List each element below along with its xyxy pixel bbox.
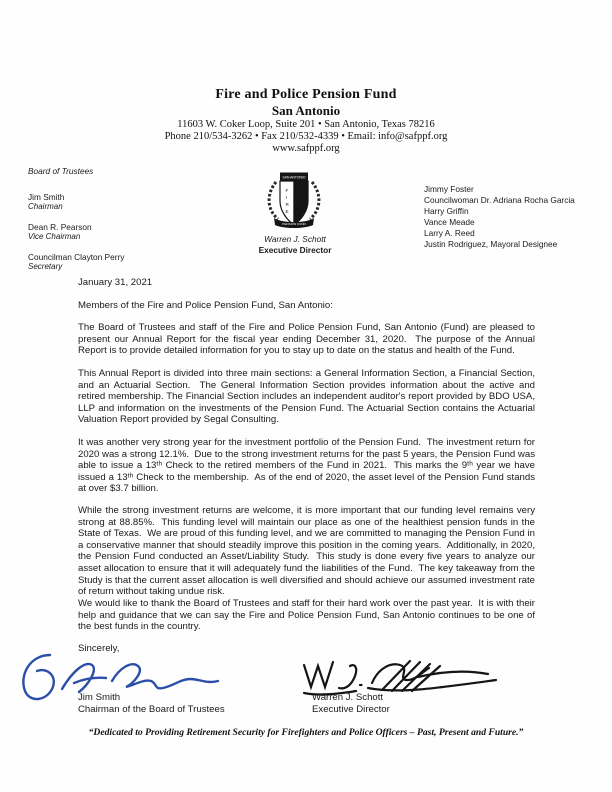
body-paragraph: We would like to thank the Board of Trustees and staff for their hard work over the past year. It is with their help and guidance that we can say the Fire and Police Pension Fund, San Antonio continues to be one of the best funds in the country. [78,598,538,633]
salutation: Members of the Fire and Police Pension Fund, San Antonio: [78,300,333,311]
org-name: Fire and Police Pension Fund [215,87,397,102]
trustee-name: Councilman Clayton Perry [28,252,125,262]
signer-title: Executive Director [312,703,390,715]
trustee-name: Dean R. Pearson [28,222,92,232]
svg-text:E: E [285,209,289,214]
board-of-trustees-label: Board of Trustees [28,166,94,176]
signer-block [78,692,225,715]
org-contact: Phone 210/534-3262 • Fax 210/532-4339 • Email: info@safppf.org [164,131,448,142]
signer-name: Jim Smith [78,692,121,703]
trustee-item [28,252,124,272]
svg-text:I: I [286,195,288,200]
trustee-title: Secretary [28,262,63,271]
svg-text:R: R [285,202,289,207]
org-city: San Antonio [271,103,341,118]
body-paragraph: While the strong investment returns are welcome, it is more important that our funding level remains very strong at 88.85%. This funding level will maintain our place as one of the healthiest pension funds in the State of Texas. We are proud of this funding level, and we are committed to managing the Pension Fund in a conservative manner that should steadily improve this position in the coming years. Additionally, in 2020, the Pension Fund conducted an Asset/Liability Study. This study is done every five years to analyze our asset allocation to ensure that it will adequately fund the liabilities of the Fund. The key takeaway from the Study is that the current asset allocation is well diversified and should achieve our assumed investment rate of return without taking undue risk. [78,505,538,598]
trustee-item [28,192,124,212]
executive-director-title: Executive Director [258,244,332,255]
trustee-name: Harry Griffin [424,206,469,216]
body-paragraph: This Annual Report is divided into three main sections: a General Information Section, a Financial Section, and an Actuarial Section. The General Information Section provides information about the active and retired membership. The Financial Section includes an independent auditor's report provided by BDO USA, LLP and information on the investments of the Pension Fund. The Actuarial Section contains the Actuarial Valuation Report provided by Segal Consulting. [78,368,538,426]
trustee-name: Vance Meade [424,217,475,227]
letter-date: January 31, 2021 [78,277,153,288]
trustee-name: Larry A. Reed [424,228,475,238]
trustee-name: Jimmy Foster [424,184,474,194]
svg-text:SAN ANTONIO: SAN ANTONIO [282,175,306,180]
fire-police-shield-icon [260,167,328,233]
trustee-item [28,222,124,242]
executive-director-block [220,234,370,255]
trustees-right-list [424,184,575,250]
body-paragraph: The Board of Trustees and staff of the Fire and Police Pension Fund, San Antonio (Fund) are pleased to present our Annual Report for the fiscal year ending December 31, 2020. The purpose of the Annual Report is to provide detailed information for you to stay up to date on the status and health of the Fund. [78,322,538,357]
board-of-trustees-list [28,166,124,282]
signer-title: Chairman of the Board of Trustees [78,703,225,715]
closing-sincerely: Sincerely, [78,643,120,654]
pension-fund-seal-logo [260,167,328,238]
signer-name: Warren J. Schott [312,692,384,703]
motto-footer: “Dedicated to Providing Retirement Security for Firefighters and Police Officers – Past, Present and Future.” [88,727,524,738]
signer-block [312,692,390,715]
trustee-title: Vice Chairman [28,232,81,241]
trustee-name: Councilwoman Dr. Adriana Rocha Garcia [424,195,575,205]
trustee-name: Jim Smith [28,192,65,202]
trustee-title: Chairman [28,202,63,211]
body-paragraph: It was another very strong year for the investment portfolio of the Pension Fund. The investment return for 2020 was a strong 12.1%. Due to the strong investment returns for the past 5 years, the Pension Fund was able to issue a 13ᵗʰ Check to the retired members of the Fund in 2021. This marks the 9ᵗʰ year we have issued a 13ᵗʰ Check to the membership. As of the end of 2020, the asset level of the Pension Fund stands at over $3.7 billion. [78,437,538,495]
org-address: 11603 W. Coker Loop, Suite 201 • San Antonio, Texas 78216 [177,119,435,130]
svg-text:PENSION FUND: PENSION FUND [282,222,306,226]
executive-director-name: Warren J. Schott [264,234,326,244]
svg-text:F: F [285,188,289,193]
org-website: www.safppf.org [272,143,340,154]
trustee-name: Justin Rodriguez, Mayoral Designee [424,239,558,249]
